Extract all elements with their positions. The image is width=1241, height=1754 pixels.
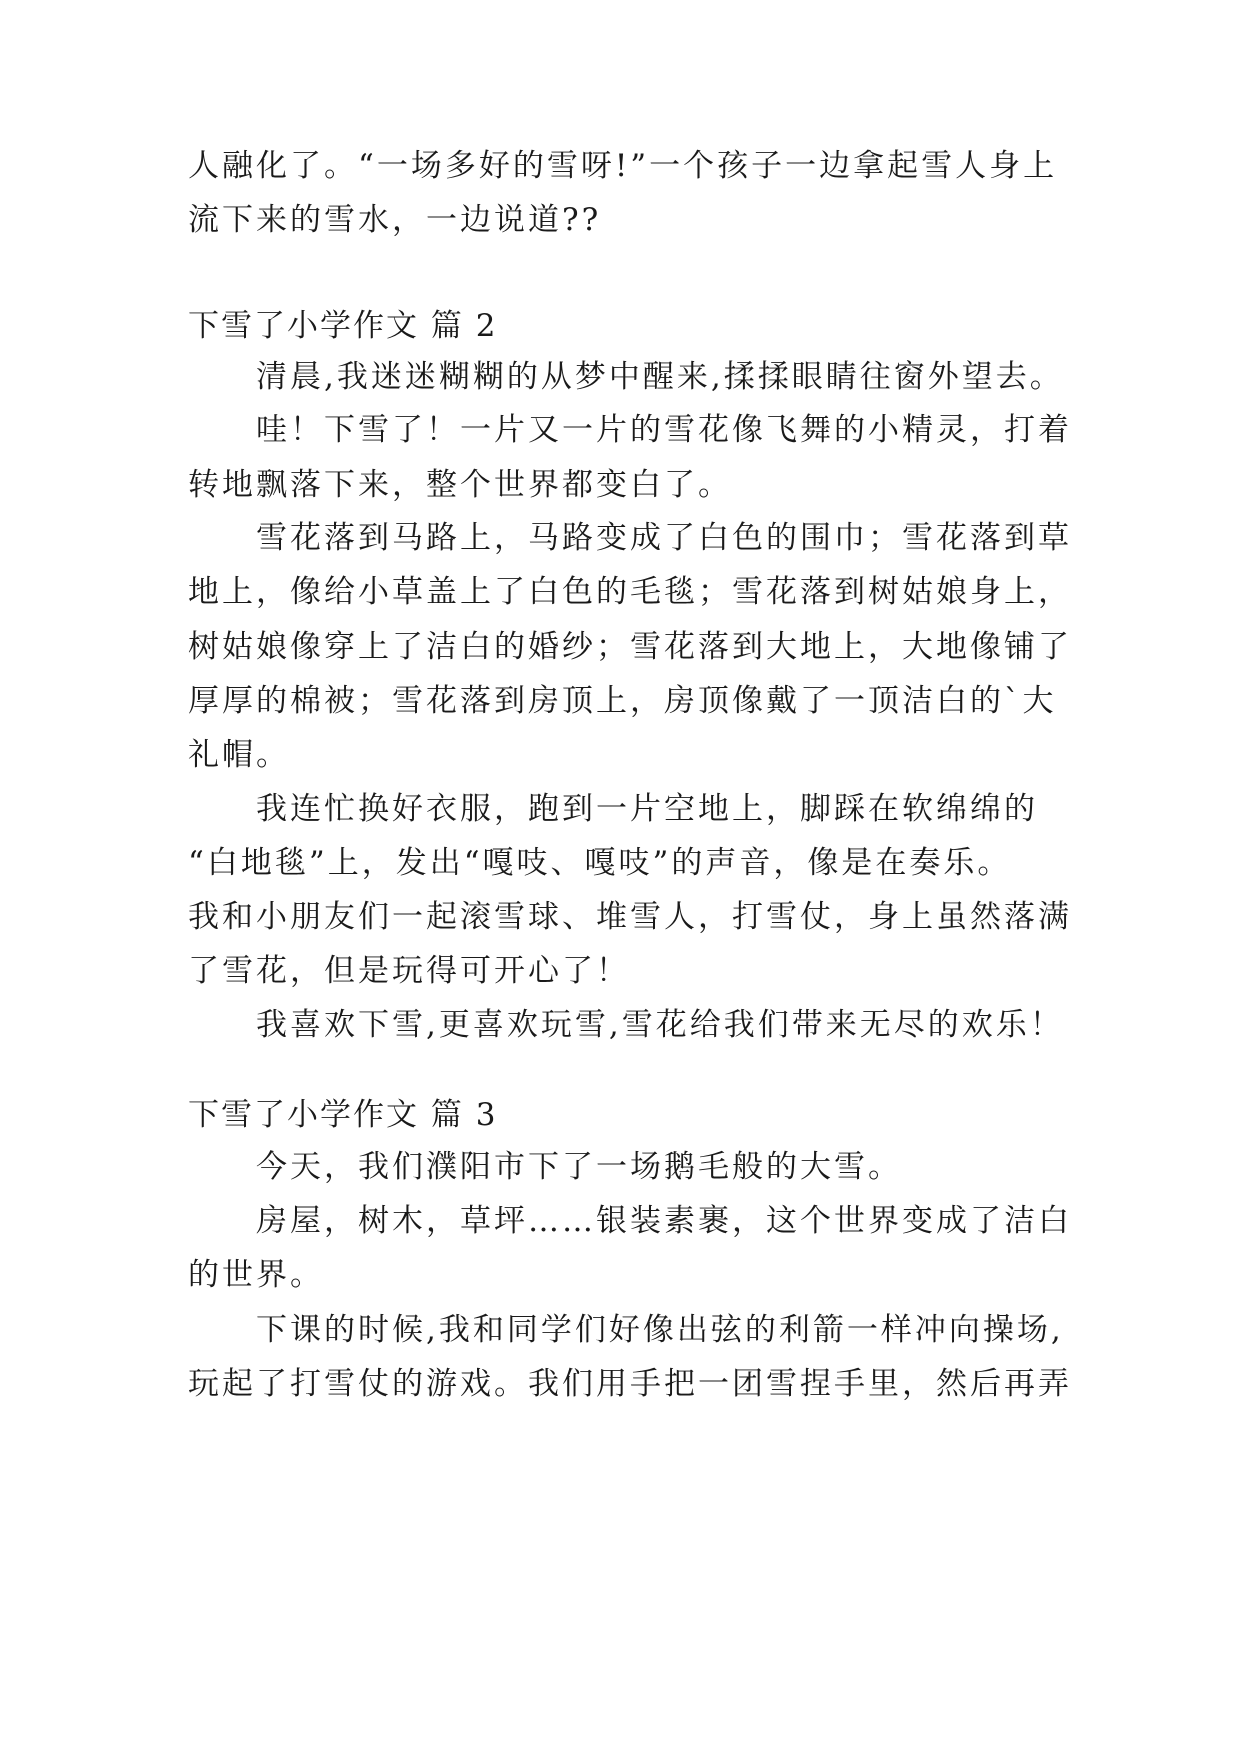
paragraph-line: 雪花落到马路上，马路变成了白色的围巾；雪花落到草 <box>256 520 1072 556</box>
paragraph-line: 转地飘落下来，整个世界都变白了。 <box>188 467 732 503</box>
paragraph-line: 树姑娘像穿上了洁白的婚纱；雪花落到大地上，大地像铺了 <box>188 629 1072 665</box>
paragraph-line: 今天，我们濮阳市下了一场鹅毛般的大雪。 <box>256 1149 902 1185</box>
section-heading: 下雪了小学作文 篇 3 <box>188 1097 498 1133</box>
paragraph-line: 房屋，树木，草坪……银装素裹，这个世界变成了洁白 <box>256 1203 1072 1239</box>
paragraph-line: 哇！下雪了！一片又一片的雪花像飞舞的小精灵，打着 <box>256 412 1072 448</box>
paragraph-line: 下课的时候,我和同学们好像出弦的利箭一样冲向操场, <box>256 1312 1064 1348</box>
paragraph-line: 玩起了打雪仗的游戏。我们用手把一团雪捏手里，然后再弄 <box>188 1366 1072 1402</box>
paragraph-line: 流下来的雪水，一边说道?? <box>188 202 602 238</box>
paragraph-line: 清晨,我迷迷糊糊的从梦中醒来,揉揉眼睛往窗外望去。 <box>256 359 1064 395</box>
paragraph-line: 了雪花，但是玩得可开心了！ <box>188 953 630 989</box>
paragraph-line: “白地毯”上，发出“嘎吱、嘎吱”的声音，像是在奏乐。 <box>188 845 1012 881</box>
paragraph-line: 礼帽。 <box>188 737 290 773</box>
paragraph-line: 人融化了。“一场多好的雪呀!”一个孩子一边拿起雪人身上 <box>188 148 1058 184</box>
paragraph-line: 我喜欢下雪,更喜欢玩雪,雪花给我们带来无尽的欢乐！ <box>256 1007 1064 1043</box>
paragraph-line: 的世界。 <box>188 1257 324 1293</box>
paragraph-line: 我连忙换好衣服，跑到一片空地上，脚踩在软绵绵的 <box>256 791 1038 827</box>
paragraph-line: 我和小朋友们一起滚雪球、堆雪人，打雪仗，身上虽然落满 <box>188 899 1072 935</box>
section-heading: 下雪了小学作文 篇 2 <box>188 308 498 344</box>
paragraph-line: 厚厚的棉被；雪花落到房顶上，房顶像戴了一顶洁白的`大 <box>188 683 1057 719</box>
paragraph-line: 地上，像给小草盖上了白色的毛毯；雪花落到树姑娘身上， <box>188 574 1072 610</box>
